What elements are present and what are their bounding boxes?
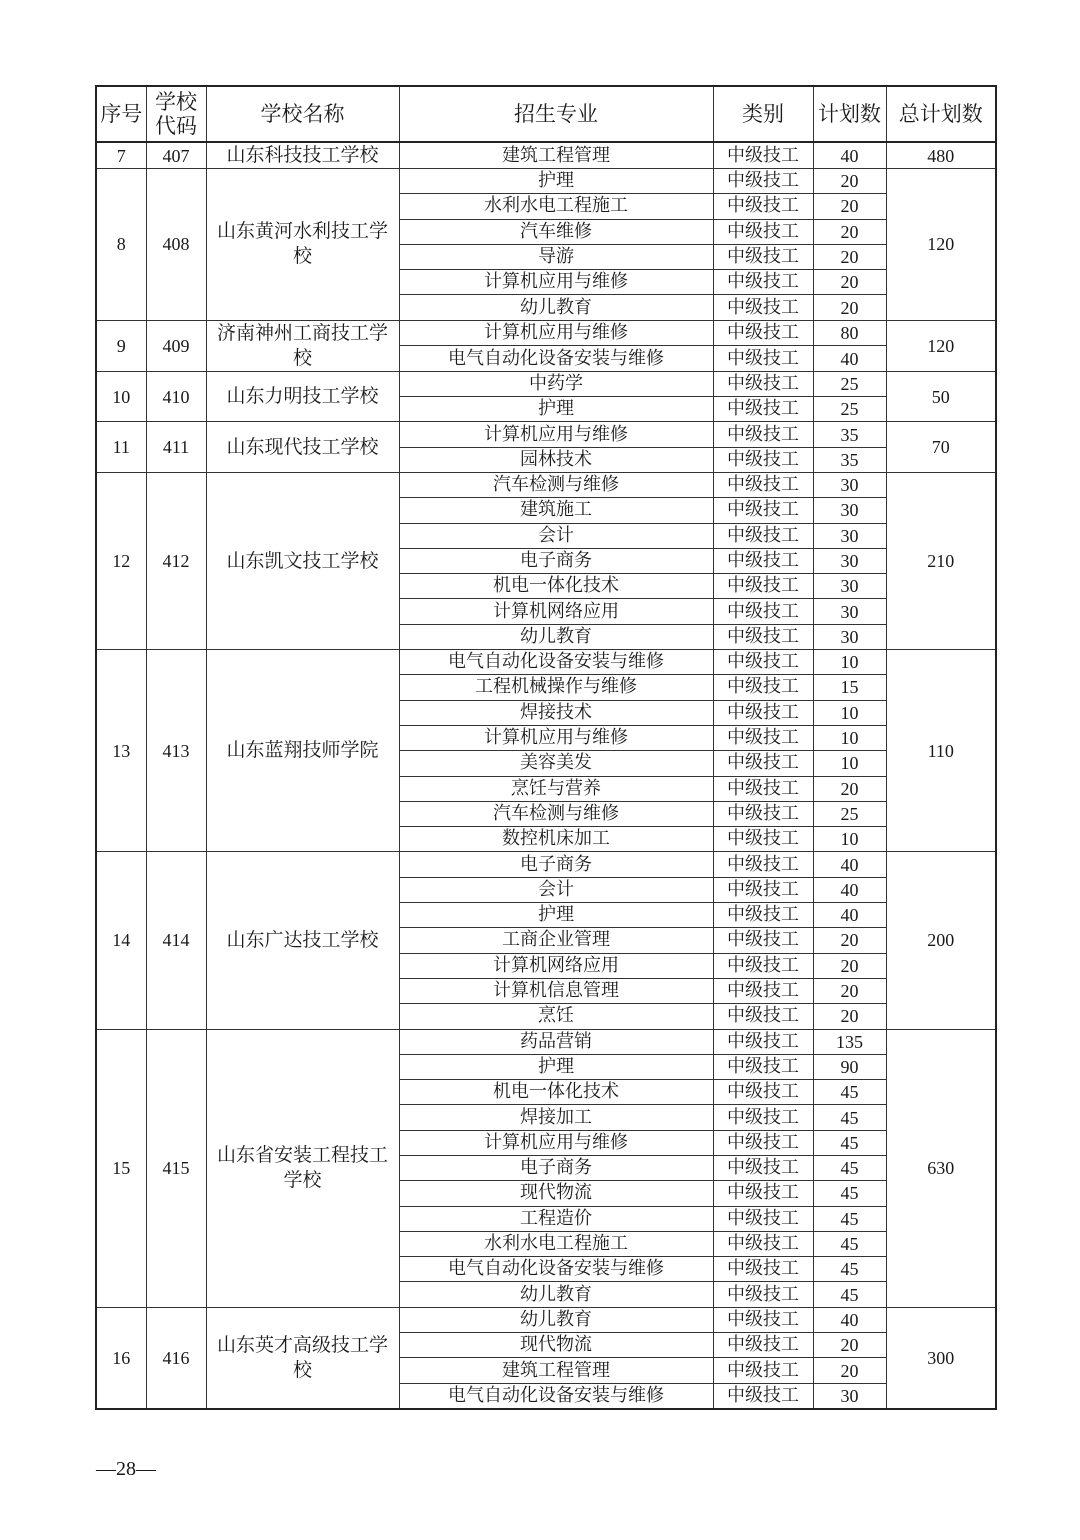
seq-cell: 9 <box>96 320 146 371</box>
plan-cell: 30 <box>813 624 886 649</box>
plan-cell: 45 <box>813 1155 886 1180</box>
major-cell: 水利水电工程施工 <box>399 194 713 219</box>
category-cell: 中级技工 <box>713 169 813 194</box>
major-cell: 护理 <box>399 397 713 422</box>
major-cell: 计算机应用与维修 <box>399 1130 713 1155</box>
category-cell: 中级技工 <box>713 498 813 523</box>
major-cell: 电气自动化设备安装与维修 <box>399 1383 713 1409</box>
major-cell: 机电一体化技术 <box>399 574 713 599</box>
plan-cell: 30 <box>813 1383 886 1409</box>
category-cell: 中级技工 <box>713 1333 813 1358</box>
plan-cell: 20 <box>813 1333 886 1358</box>
category-cell: 中级技工 <box>713 1181 813 1206</box>
seq-cell: 11 <box>96 422 146 473</box>
category-cell: 中级技工 <box>713 1358 813 1383</box>
major-cell: 美容美发 <box>399 751 713 776</box>
category-cell: 中级技工 <box>713 1029 813 1054</box>
major-cell: 水利水电工程施工 <box>399 1231 713 1256</box>
category-cell: 中级技工 <box>713 675 813 700</box>
category-cell: 中级技工 <box>713 194 813 219</box>
plan-cell: 25 <box>813 397 886 422</box>
plan-cell: 45 <box>813 1257 886 1282</box>
header-seq: 序号 <box>96 86 146 142</box>
plan-cell: 30 <box>813 523 886 548</box>
total-plan-cell: 70 <box>886 422 996 473</box>
plan-cell: 10 <box>813 751 886 776</box>
table-row <box>96 371 996 396</box>
plan-cell: 45 <box>813 1105 886 1130</box>
category-cell: 中级技工 <box>713 1080 813 1105</box>
plan-cell: 20 <box>813 1004 886 1029</box>
category-cell: 中级技工 <box>713 725 813 750</box>
plan-cell: 45 <box>813 1206 886 1231</box>
major-cell: 汽车检测与维修 <box>399 801 713 826</box>
school-name-cell: 山东凯文技工学校 <box>206 472 399 649</box>
category-cell: 中级技工 <box>713 599 813 624</box>
major-cell: 幼儿教育 <box>399 624 713 649</box>
plan-cell: 30 <box>813 599 886 624</box>
category-cell: 中级技工 <box>713 928 813 953</box>
category-cell: 中级技工 <box>713 776 813 801</box>
plan-cell: 40 <box>813 852 886 877</box>
plan-cell: 35 <box>813 422 886 447</box>
school-name-cell: 山东力明技工学校 <box>206 371 399 422</box>
school-name-cell: 山东现代技工学校 <box>206 422 399 473</box>
major-cell: 计算机网络应用 <box>399 953 713 978</box>
major-cell: 电气自动化设备安装与维修 <box>399 650 713 675</box>
plan-cell: 20 <box>813 953 886 978</box>
category-cell: 中级技工 <box>713 903 813 928</box>
plan-cell: 10 <box>813 827 886 852</box>
enrollment-plan-table <box>95 85 997 1410</box>
seq-cell: 13 <box>96 650 146 852</box>
school-name-cell: 山东英才高级技工学校 <box>206 1307 399 1409</box>
major-cell: 幼儿教育 <box>399 295 713 320</box>
table-row <box>96 852 996 877</box>
category-cell: 中级技工 <box>713 295 813 320</box>
category-cell: 中级技工 <box>713 1004 813 1029</box>
header-school-name: 学校名称 <box>206 86 399 142</box>
major-cell: 数控机床加工 <box>399 827 713 852</box>
category-cell: 中级技工 <box>713 827 813 852</box>
plan-cell: 20 <box>813 295 886 320</box>
plan-cell: 35 <box>813 447 886 472</box>
table-row <box>96 422 996 447</box>
major-cell: 药品营销 <box>399 1029 713 1054</box>
category-cell: 中级技工 <box>713 801 813 826</box>
major-cell: 计算机应用与维修 <box>399 270 713 295</box>
major-cell: 园林技术 <box>399 447 713 472</box>
category-cell: 中级技工 <box>713 1105 813 1130</box>
plan-cell: 20 <box>813 776 886 801</box>
category-cell: 中级技工 <box>713 346 813 372</box>
plan-cell: 10 <box>813 725 886 750</box>
major-cell: 计算机信息管理 <box>399 978 713 1003</box>
plan-cell: 45 <box>813 1282 886 1307</box>
category-cell: 中级技工 <box>713 523 813 548</box>
plan-cell: 20 <box>813 1358 886 1383</box>
school-name-cell: 山东科技技工学校 <box>206 142 399 169</box>
category-cell: 中级技工 <box>713 650 813 675</box>
category-cell: 中级技工 <box>713 751 813 776</box>
school-name-cell: 山东广达技工学校 <box>206 852 399 1029</box>
plan-cell: 20 <box>813 270 886 295</box>
table-body <box>96 142 996 1409</box>
school-name-cell: 山东蓝翔技师学院 <box>206 650 399 852</box>
plan-cell: 80 <box>813 320 886 346</box>
category-cell: 中级技工 <box>713 953 813 978</box>
plan-cell: 135 <box>813 1029 886 1054</box>
header-plan: 计划数 <box>813 86 886 142</box>
header-school-code: 学校代码 <box>146 86 206 142</box>
major-cell: 焊接加工 <box>399 1105 713 1130</box>
major-cell: 汽车维修 <box>399 219 713 244</box>
category-cell: 中级技工 <box>713 700 813 725</box>
plan-cell: 45 <box>813 1130 886 1155</box>
category-cell: 中级技工 <box>713 422 813 447</box>
major-cell: 会计 <box>399 523 713 548</box>
plan-cell: 40 <box>813 1307 886 1332</box>
major-cell: 计算机应用与维修 <box>399 725 713 750</box>
table-row <box>96 1029 996 1054</box>
category-cell: 中级技工 <box>713 1054 813 1079</box>
table-row <box>96 142 996 169</box>
category-cell: 中级技工 <box>713 1282 813 1307</box>
major-cell: 护理 <box>399 1054 713 1079</box>
major-cell: 导游 <box>399 244 713 269</box>
category-cell: 中级技工 <box>713 371 813 396</box>
total-plan-cell: 50 <box>886 371 996 422</box>
school-code-cell: 410 <box>146 371 206 422</box>
category-cell: 中级技工 <box>713 624 813 649</box>
category-cell: 中级技工 <box>713 978 813 1003</box>
category-cell: 中级技工 <box>713 1206 813 1231</box>
major-cell: 机电一体化技术 <box>399 1080 713 1105</box>
plan-cell: 10 <box>813 700 886 725</box>
plan-cell: 15 <box>813 675 886 700</box>
category-cell: 中级技工 <box>713 472 813 497</box>
plan-cell: 40 <box>813 346 886 372</box>
school-code-cell: 413 <box>146 650 206 852</box>
category-cell: 中级技工 <box>713 397 813 422</box>
school-name-cell: 济南神州工商技工学校 <box>206 320 399 371</box>
category-cell: 中级技工 <box>713 1231 813 1256</box>
seq-cell: 15 <box>96 1029 146 1307</box>
table-row <box>96 320 996 346</box>
seq-cell: 16 <box>96 1307 146 1409</box>
major-cell: 电子商务 <box>399 1155 713 1180</box>
school-code-cell: 414 <box>146 852 206 1029</box>
school-name-cell: 山东黄河水利技工学校 <box>206 169 399 321</box>
total-plan-cell: 630 <box>886 1029 996 1307</box>
plan-cell: 30 <box>813 574 886 599</box>
category-cell: 中级技工 <box>713 270 813 295</box>
category-cell: 中级技工 <box>713 320 813 346</box>
plan-cell: 45 <box>813 1080 886 1105</box>
category-cell: 中级技工 <box>713 1257 813 1282</box>
table-row <box>96 650 996 675</box>
seq-cell: 14 <box>96 852 146 1029</box>
seq-cell: 12 <box>96 472 146 649</box>
major-cell: 电子商务 <box>399 852 713 877</box>
plan-cell: 90 <box>813 1054 886 1079</box>
major-cell: 计算机网络应用 <box>399 599 713 624</box>
header-row <box>96 86 996 142</box>
plan-cell: 40 <box>813 903 886 928</box>
total-plan-cell: 110 <box>886 650 996 852</box>
category-cell: 中级技工 <box>713 852 813 877</box>
plan-cell: 40 <box>813 142 886 169</box>
school-code-cell: 407 <box>146 142 206 169</box>
seq-cell: 10 <box>96 371 146 422</box>
major-cell: 会计 <box>399 877 713 902</box>
plan-cell: 30 <box>813 472 886 497</box>
major-cell: 幼儿教育 <box>399 1307 713 1332</box>
plan-cell: 30 <box>813 548 886 573</box>
school-code-cell: 408 <box>146 169 206 321</box>
major-cell: 工程造价 <box>399 1206 713 1231</box>
plan-cell: 10 <box>813 650 886 675</box>
category-cell: 中级技工 <box>713 1155 813 1180</box>
major-cell: 计算机应用与维修 <box>399 422 713 447</box>
major-cell: 工程机械操作与维修 <box>399 675 713 700</box>
category-cell: 中级技工 <box>713 548 813 573</box>
plan-cell: 25 <box>813 801 886 826</box>
total-plan-cell: 200 <box>886 852 996 1029</box>
major-cell: 护理 <box>399 903 713 928</box>
total-plan-cell: 120 <box>886 169 996 321</box>
plan-cell: 25 <box>813 371 886 396</box>
major-cell: 护理 <box>399 169 713 194</box>
major-cell: 中药学 <box>399 371 713 396</box>
major-cell: 汽车检测与维修 <box>399 472 713 497</box>
table-row <box>96 169 996 194</box>
major-cell: 计算机应用与维修 <box>399 320 713 346</box>
plan-cell: 20 <box>813 219 886 244</box>
major-cell: 建筑工程管理 <box>399 1358 713 1383</box>
header-major: 招生专业 <box>399 86 713 142</box>
major-cell: 电子商务 <box>399 548 713 573</box>
major-cell: 焊接技术 <box>399 700 713 725</box>
category-cell: 中级技工 <box>713 142 813 169</box>
category-cell: 中级技工 <box>713 1307 813 1332</box>
total-plan-cell: 300 <box>886 1307 996 1409</box>
major-cell: 建筑施工 <box>399 498 713 523</box>
major-cell: 烹饪 <box>399 1004 713 1029</box>
category-cell: 中级技工 <box>713 877 813 902</box>
school-code-cell: 412 <box>146 472 206 649</box>
plan-cell: 40 <box>813 877 886 902</box>
plan-cell: 45 <box>813 1231 886 1256</box>
major-cell: 烹饪与营养 <box>399 776 713 801</box>
plan-cell: 20 <box>813 978 886 1003</box>
total-plan-cell: 120 <box>886 320 996 371</box>
plan-cell: 20 <box>813 169 886 194</box>
major-cell: 建筑工程管理 <box>399 142 713 169</box>
seq-cell: 7 <box>96 142 146 169</box>
school-name-cell: 山东省安装工程技工学校 <box>206 1029 399 1307</box>
school-code-cell: 415 <box>146 1029 206 1307</box>
total-plan-cell: 210 <box>886 472 996 649</box>
major-cell: 电气自动化设备安装与维修 <box>399 346 713 372</box>
major-cell: 现代物流 <box>399 1333 713 1358</box>
category-cell: 中级技工 <box>713 1130 813 1155</box>
plan-cell: 30 <box>813 498 886 523</box>
category-cell: 中级技工 <box>713 574 813 599</box>
table-row <box>96 472 996 497</box>
category-cell: 中级技工 <box>713 1383 813 1409</box>
school-code-cell: 409 <box>146 320 206 371</box>
category-cell: 中级技工 <box>713 447 813 472</box>
category-cell: 中级技工 <box>713 219 813 244</box>
plan-cell: 45 <box>813 1181 886 1206</box>
major-cell: 电气自动化设备安装与维修 <box>399 1257 713 1282</box>
plan-cell: 20 <box>813 194 886 219</box>
table-row <box>96 1307 996 1332</box>
major-cell: 现代物流 <box>399 1181 713 1206</box>
page-number: —28— <box>96 1458 156 1480</box>
school-code-cell: 411 <box>146 422 206 473</box>
major-cell: 工商企业管理 <box>399 928 713 953</box>
plan-cell: 20 <box>813 244 886 269</box>
total-plan-cell: 480 <box>886 142 996 169</box>
school-code-cell: 416 <box>146 1307 206 1409</box>
seq-cell: 8 <box>96 169 146 321</box>
category-cell: 中级技工 <box>713 244 813 269</box>
plan-cell: 20 <box>813 928 886 953</box>
major-cell: 幼儿教育 <box>399 1282 713 1307</box>
header-category: 类别 <box>713 86 813 142</box>
header-total-plan: 总计划数 <box>886 86 996 142</box>
